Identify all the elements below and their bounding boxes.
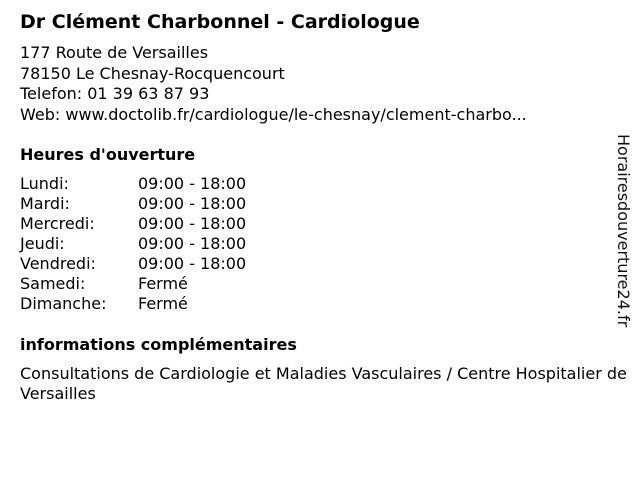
day-label: Mardi: [20,194,70,213]
phone-number: Telefon: 01 39 63 87 93 [20,84,210,103]
watermark-text: Horairesdouverture24.fr [614,134,633,328]
hours-heading: Heures d'ouverture [20,145,196,164]
hours-value: 09:00 - 18:00 [138,174,247,193]
day-label: Samedi: [20,274,86,293]
hours-value: Fermé [138,294,188,313]
hours-value: 09:00 - 18:00 [138,254,247,273]
address-block [20,43,527,125]
day-label: Jeudi: [20,234,65,253]
day-label: Vendredi: [20,254,96,273]
hours-value: 09:00 - 18:00 [138,234,247,253]
website-link[interactable]: Web: www.doctolib.fr/cardiologue/le-chesnay/clement-charbo... [20,104,527,124]
hours-value: Fermé [138,274,188,293]
day-label: Dimanche: [20,294,107,313]
hours-value: 09:00 - 18:00 [138,214,247,233]
info-heading: informations complémentaires [20,335,297,354]
page-title: Dr Clément Charbonnel - Cardiologue [20,11,420,33]
day-label: Mercredi: [20,214,95,233]
city-postal: 78150 Le Chesnay-Rocquencourt [20,63,285,83]
info-description: Consultations de Cardiologie et Maladies Vasculaires / Centre Hospitalier de Versailles [20,364,627,403]
day-label: Lundi: [20,174,69,193]
hours-value: 09:00 - 18:00 [138,194,247,213]
street-address: 177 Route de Versailles [20,43,209,62]
site-watermark [612,134,634,344]
